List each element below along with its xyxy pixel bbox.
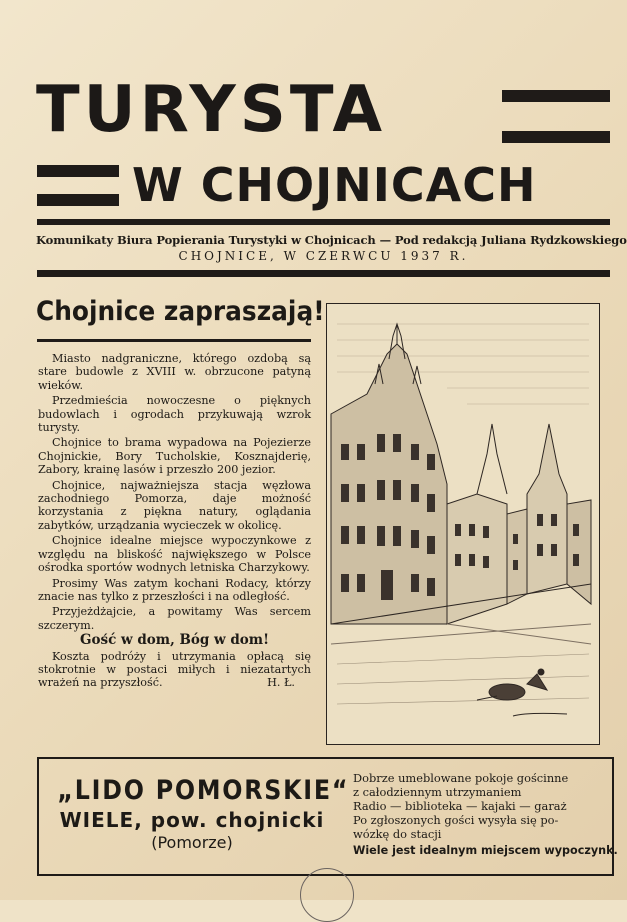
publisher-line: Komunikaty Biura Popierania Turystyki w Chojnicach — Pod redakcją Juliana Rydzkowskiego	[36, 233, 627, 247]
article-body	[38, 352, 311, 692]
masthead-rule-upper	[37, 219, 610, 225]
article-paragraph: Przyjeżdżajcie, a powitamy Was sercem szczerym.	[38, 605, 311, 632]
article-paragraph: Przedmieścia nowoczesne o pięknych budowlach i ogrodach przykuwają wzrok turysty.	[38, 394, 311, 435]
article-paragraph: Chojnice idealne miejsce wypoczynkowe z względu na bliskość największego w Polsce ośrodka sportów wodnych letniska Charzykowy.	[38, 534, 311, 575]
advertisement-name-block	[39, 759, 350, 874]
masthead-rule-lower	[37, 270, 610, 277]
article-signature: H. Ł.	[267, 676, 295, 690]
masthead-subtitle-town: W CHOJNICACH	[132, 158, 537, 212]
headline-rule	[37, 339, 311, 342]
resort-region: (Pomorze)	[151, 833, 233, 852]
dateline: CHOJNICE, W CZERWCU 1937 R.	[178, 249, 469, 263]
article-paragraph: Chojnice, najważniejsza stacja węzłowa zachodniego Pomorza, daje możność korzystania z piękna natury, oglądania zabytków, urządzania wycieczek w okolicę.	[38, 478, 311, 532]
article-paragraph: Prosimy Was zatym kochani Rodacy, którzy znacie nas tylko z przeszłości i na odległość.	[38, 576, 311, 603]
town-hall-illustration	[326, 303, 600, 745]
ad-detail-line: wózkę do stacji	[353, 827, 442, 841]
masthead-bar-top-right-1	[502, 90, 610, 102]
article-closing	[38, 650, 311, 690]
article-slogan: Gość w dom, Bóg w dom!	[79, 632, 270, 649]
ad-detail-line: Dobrze umeblowane pokoje gościnne	[353, 771, 569, 785]
ad-detail-line: Po zgłoszonych gości wysyła się po-	[353, 813, 559, 827]
masthead-bar-left-1	[37, 165, 119, 177]
article-paragraph: Chojnice to brama wypadowa na Pojezierze Chojnickie, Bory Tucholskie, Kosznajderię, Zabory, krainę lasów i przeszło 200 jezior.	[38, 436, 311, 477]
advertisement-details	[353, 771, 618, 858]
closing-text: Koszta podróży i utrzymania opłacą się stokrotnie w postaci miłych i niezatartych wrażeń na przyszłość.	[38, 649, 311, 690]
masthead-bar-top-right-2	[502, 131, 610, 143]
advertisement-box	[37, 757, 618, 876]
ad-detail-line: z całodziennym utrzymaniem	[353, 785, 522, 799]
masthead-title: TURYSTA	[36, 73, 387, 147]
town-hall-sketch	[327, 304, 599, 744]
library-stamp	[300, 868, 354, 922]
article-paragraph: Miasto nadgraniczne, którego ozdobą są stare budowle z XVIII w. obrzucone patyną wieków.	[38, 352, 311, 392]
resort-name: „LIDO POMORSKIE“	[57, 775, 350, 806]
ad-detail-line: Radio — biblioteka — kajaki — garaż	[353, 799, 567, 813]
resort-location: WIELE, pow. chojnicki	[59, 808, 325, 832]
masthead-bar-left-2	[37, 194, 119, 206]
ad-tagline: Wiele jest idealnym miejscem wypoczynk.	[353, 844, 618, 857]
article-headline: Chojnice zapraszają!	[36, 296, 325, 327]
